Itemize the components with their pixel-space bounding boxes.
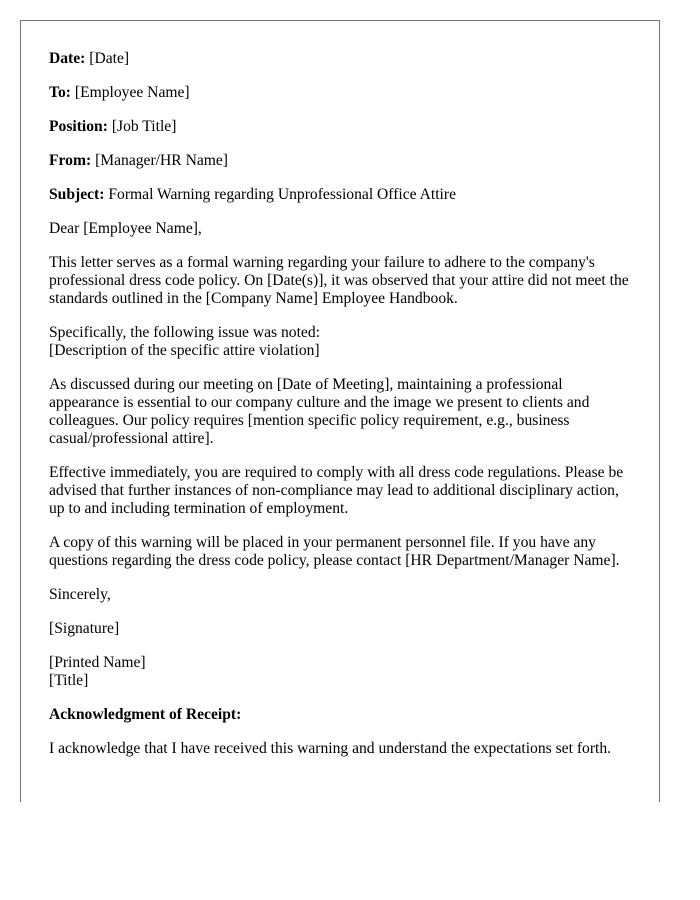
from-line <box>49 152 631 170</box>
body-paragraph-policy: As discussed during our meeting on [Date of Meeting], maintaining a professional appearance is essential to our company culture and the image we present to clients and colleagues. Our policy requires [mention specific policy requirement, e.g., business casual/professional attire]. <box>49 376 590 447</box>
issue-block <box>49 324 631 360</box>
printed-name: [Printed Name] <box>49 654 146 671</box>
to-line <box>49 84 631 102</box>
acknowledgment-text: I acknowledge that I have received this warning and understand the expectations set forth. <box>49 740 612 757</box>
to-value: [Employee Name] <box>74 84 190 101</box>
acknowledgment-heading-text: Acknowledgment of Receipt: <box>49 706 242 723</box>
to-label: To: <box>49 84 71 101</box>
date-label: Date: <box>49 50 86 67</box>
signer-block <box>49 654 631 690</box>
subject-value: Formal Warning regarding Unprofessional Office Attire <box>108 186 456 203</box>
position-value: [Job Title] <box>111 118 177 135</box>
warning-letter <box>20 20 660 802</box>
from-value: [Manager/HR Name] <box>95 152 228 169</box>
position-line <box>49 118 631 136</box>
sign-off: Sincerely, <box>49 586 111 603</box>
body-paragraph-consequences: Effective immediately, you are required to comply with all dress code regulations. Please be advised that further instances of non-compliance may lead to additional disciplinary action, up to and including termination of employment. <box>49 464 624 517</box>
salutation: Dear [Employee Name], <box>49 220 202 237</box>
acknowledgment-heading <box>49 706 631 724</box>
from-label: From: <box>49 152 92 169</box>
body-paragraph-intro: This letter serves as a formal warning regarding your failure to adhere to the company's professional dress code policy. On [Date(s)], it was observed that your attire did not meet the standards outlined in the [Company Name] Employee Handbook. <box>49 254 629 307</box>
signer-title: [Title] <box>49 672 89 689</box>
date-line <box>49 50 631 68</box>
signature-placeholder: [Signature] <box>49 620 120 637</box>
subject-label: Subject: <box>49 186 105 203</box>
issue-detail: [Description of the specific attire violation] <box>49 342 320 359</box>
subject-line <box>49 186 631 204</box>
date-value: [Date] <box>89 50 130 67</box>
issue-intro: Specifically, the following issue was noted: <box>49 324 320 341</box>
position-label: Position: <box>49 118 108 135</box>
body-paragraph-file: A copy of this warning will be placed in your permanent personnel file. If you have any questions regarding the dress code policy, please contact [HR Department/Manager Name]. <box>49 534 620 569</box>
